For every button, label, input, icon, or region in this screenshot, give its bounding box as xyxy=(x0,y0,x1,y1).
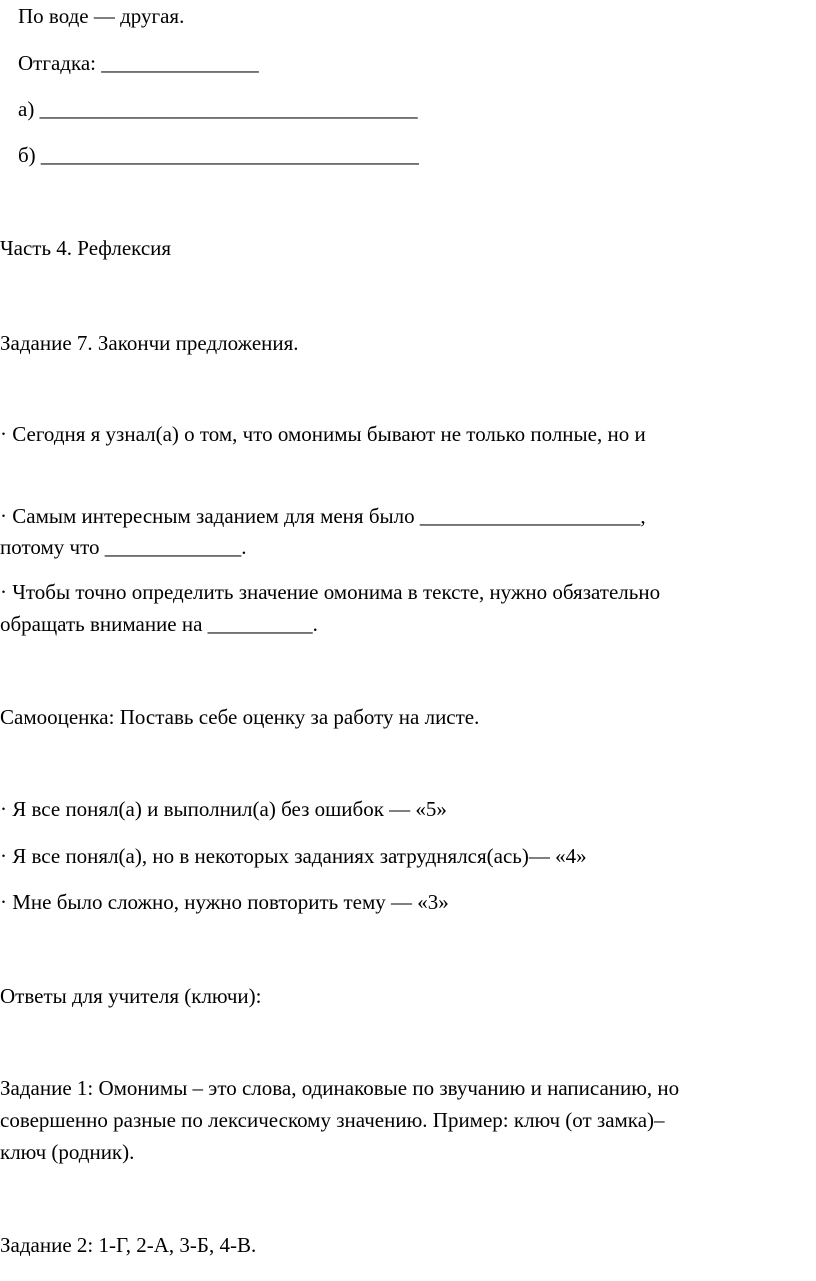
task7-item-3-line-1: · Чтобы точно определить значение омонима в тексте, нужно обязательно xyxy=(0,580,661,604)
answer-line-a: а) ____________________________________ xyxy=(18,97,418,121)
self-assessment-option-3: · Мне было сложно, нужно повторить тему — «3» xyxy=(0,890,449,914)
riddle-line: По воде — другая. xyxy=(18,4,185,28)
task7-item-2-line-1: · Самым интересным заданием для меня было _____________________, xyxy=(0,504,646,528)
self-assessment-heading: Самооценка: Поставь себе оценку за работу на листе. xyxy=(0,705,480,729)
riddle-answer-line: Отгадка: _______________ xyxy=(18,51,259,75)
self-assessment-option-5: · Я все понял(а) и выполнил(а) без ошибок — «5» xyxy=(0,797,447,821)
self-assessment-option-4: · Я все понял(а), но в некоторых заданиях затруднялся(ась)— «4» xyxy=(0,844,587,868)
key-task2: Задание 2: 1-Г, 2-А, 3-Б, 4-В. xyxy=(0,1233,257,1257)
key-task1-line-3: ключ (родник). xyxy=(0,1140,135,1164)
task7-item-2-line-2: потому что _____________. xyxy=(0,535,247,559)
key-task1-line-2: совершенно разные по лексическому значению. Пример: ключ (от замка)– xyxy=(0,1108,665,1132)
task7-heading: Задание 7. Закончи предложения. xyxy=(0,331,299,355)
teacher-keys-heading: Ответы для учителя (ключи): xyxy=(0,984,262,1008)
answer-line-b: б) ____________________________________ xyxy=(18,143,419,167)
part4-heading: Часть 4. Рефлексия xyxy=(0,236,172,260)
task7-item-1: · Сегодня я узнал(а) о том, что омонимы бывают не только полные, но и xyxy=(0,422,646,446)
key-task1-line-1: Задание 1: Омонимы – это слова, одинаковые по звучанию и написанию, но xyxy=(0,1076,680,1100)
task7-item-3-line-2: обращать внимание на __________. xyxy=(0,612,318,636)
